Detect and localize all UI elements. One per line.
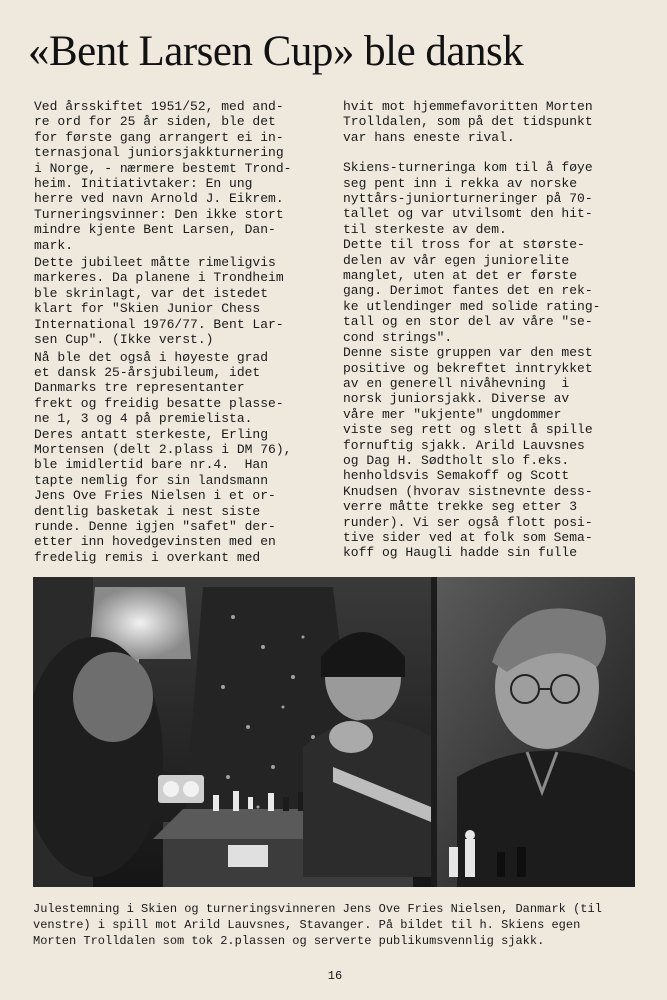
photo-morten-trolldalen — [437, 577, 635, 887]
right-text-column — [343, 99, 643, 561]
paragraph-foreign-players: Dette til tross for at største- delen av vår egen juniorelite manglet, uten at det er første gang. Derimot fantes det en rek- ke utlendinger med solide rating- tall og en stor del av våre "se- cond strings". — [343, 237, 601, 345]
paragraph-skien-tournament: Skiens-turneringa kom til å føye seg pent inn i rekka av norske nyttårs-juniorturneringer på 70- tallet og var utvilsomt den hit- til sterkeste av dem. — [343, 160, 593, 237]
paragraph-intro: Ved årsskiftet 1951/52, med and- re ord for 25 år siden, ble det for første gang arrangert ei in- ternasjonal juniorsjakkturnering i Norge, - nærmere bestemt Trond- heim. Initiativtaker: En ung herre ved navn Arnold J. Eikrem. Turneringsvinner: Den ikke stort mindre kjente Bent Larsen, Dan- mark. — [34, 99, 292, 253]
photo-caption: Julestemning i Skien og turneringsvinneren Jens Ove Fries Nielsen, Danmark (til venstre) i spill mot Arild Lauvsnes, Stavanger. På bildet til h. Skiens egen Morten Trolldalen som tok 2.plassen og serverte publikumsvennlig sjakk. — [33, 902, 602, 948]
paragraph-danish-result: Nå ble det også i høyeste grad et dansk 25-årsjubileum, idet Danmarks tre representanter frekt og freidig besatte plasse- ne 1, 3 og 4 på premielista. Deres antatt sterkeste, Erling Mortensen (delt 2.plass i DM 76), ble imidlertid bare nr.4. Han tapte nemlig for sin landsmann Jens Ove Fries Nielsen i et or- dentlig basketak i nest siste runde. Denne igjen "safet" der- etter inn hovedgevinsten med en fredelig remis i overkant med — [34, 349, 292, 565]
paragraph-jubilee: Dette jubileet måtte rimeligvis markeres. Da planene i Trondheim ble skrinlagt, var det istedet klart for "Skien Junior Chess International 1976/77. Bent Lar- sen Cup". (Ikke verst.) — [34, 255, 284, 348]
paragraph-second-strings: Denne siste gruppen var den mest positive og bekreftet inntrykket av en generell nivåhevning i norsk juniorsjakk. Diverse av våre mer "ukjente" ungdommer viste seg rett og slett å spille fornuftig sjakk. Arild Lauvsnes og Dag H. Sødtholt slo f.eks. henholdsvis Semakoff og Scott Knudsen (hvorav sistnevnte dess- verre måtte trekke seg etter 3 runder). Vi ser også flott posi- tive sider ved at folk som Sema- koff og Haugli hadde sin fulle — [343, 345, 593, 561]
article-headline: «Bent Larsen Cup» ble dansk — [28, 28, 524, 75]
page-number: 16 — [327, 969, 343, 983]
photo-chess-game-christmas — [33, 577, 431, 887]
photo-strip — [33, 577, 635, 887]
paragraph-rival: hvit mot hjemmefavoritten Morten Trolldalen, som på det tidspunkt var hans eneste rival. — [343, 99, 593, 145]
left-text-column — [34, 99, 332, 565]
